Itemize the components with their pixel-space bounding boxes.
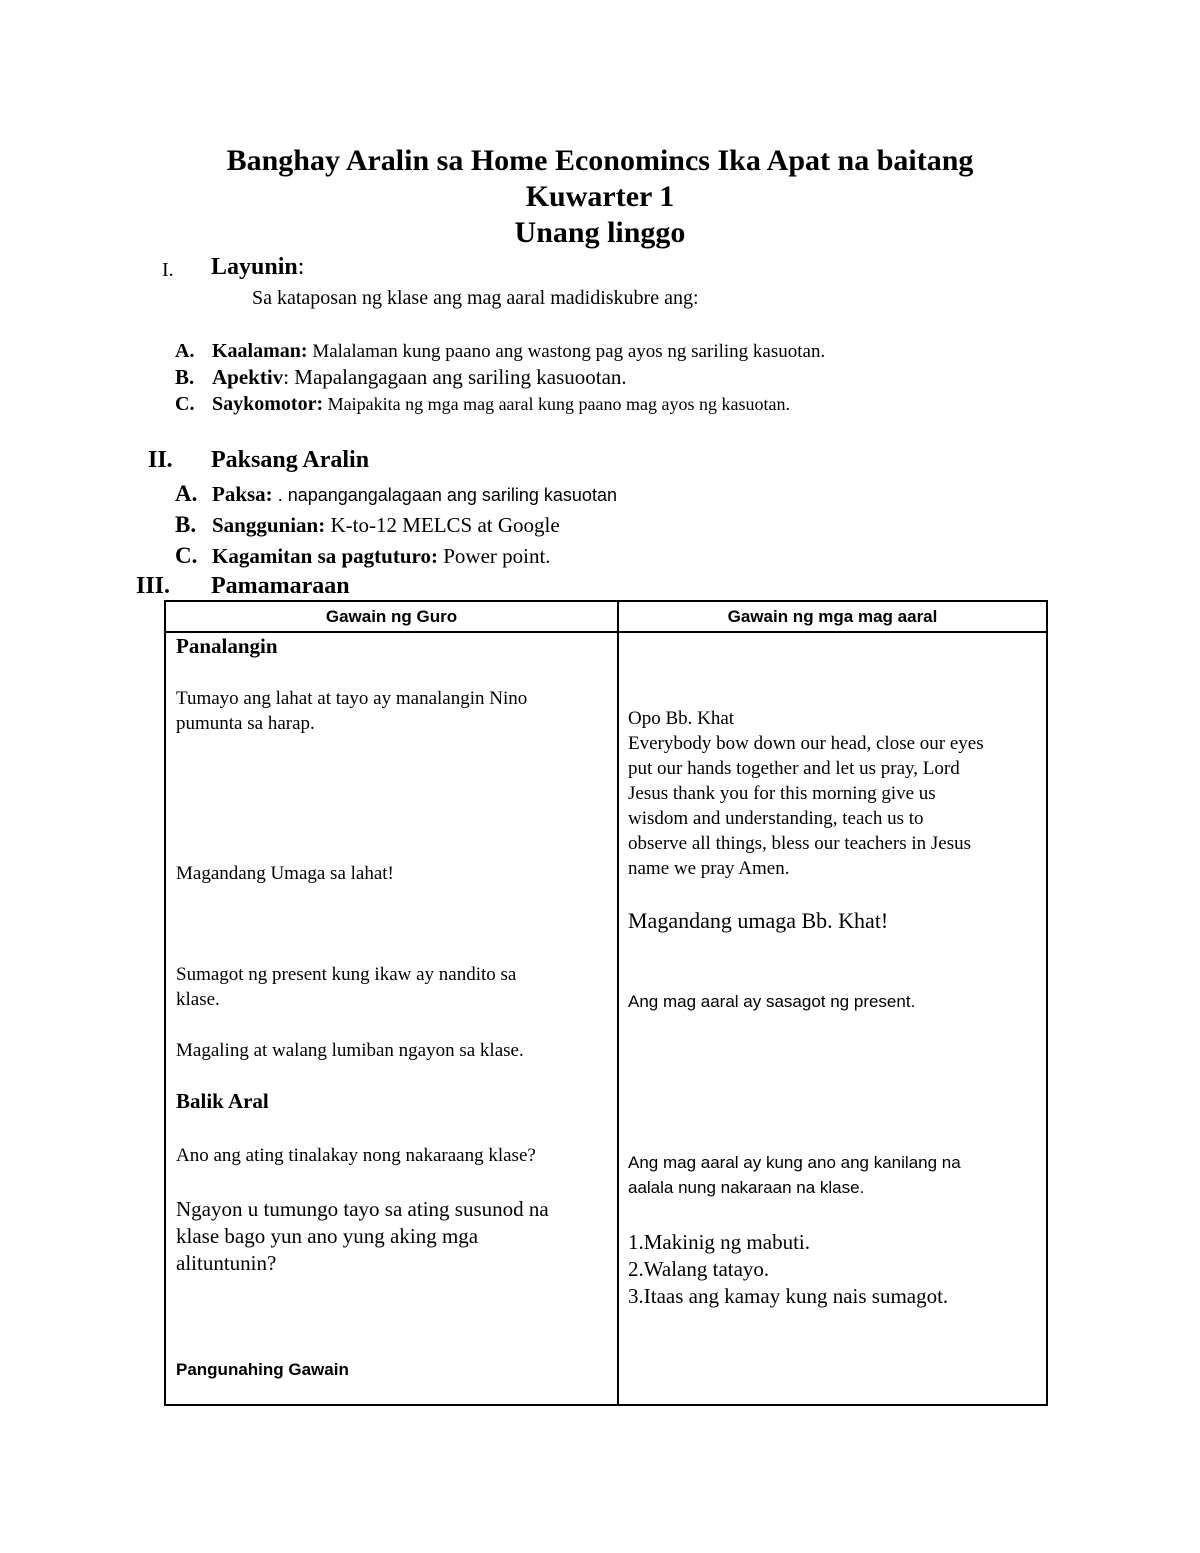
objective-c-label: Saykomotor: bbox=[212, 393, 324, 415]
student-rule: 3.Itaas ang kamay kung nais sumagot. bbox=[628, 1284, 949, 1308]
objective-a-label: Kaalaman: bbox=[212, 340, 308, 362]
topic-c-text: Power point. bbox=[437, 544, 551, 568]
teacher-prayer-line1: Tumayo ang lahat at tayo ay manalangin Nino bbox=[176, 688, 528, 709]
teacher-next-line2: klase bago yun ano yung aking mga bbox=[176, 1224, 479, 1248]
objective-b-label: Apektiv bbox=[212, 365, 284, 389]
student-prayer-line: name we pray Amen. bbox=[628, 858, 790, 879]
topic-a-label: Paksa: bbox=[212, 482, 273, 506]
teacher-next-line3: alituntunin? bbox=[176, 1251, 277, 1275]
teacher-attendance-line1: Sumagot ng present kung ikaw ay nandito sa bbox=[176, 964, 517, 985]
student-prayer-line: Everybody bow down our head, close our eyes bbox=[628, 733, 984, 754]
document-title-line2: Kuwarter 1 bbox=[525, 180, 675, 213]
topic-a bbox=[175, 481, 617, 507]
student-prayer-line: observe all things, bless our teachers in Jesus bbox=[628, 833, 971, 854]
teacher-attendance-line2: klase. bbox=[176, 989, 220, 1010]
student-review-line1: Ang mag aaral ay kung ano ang kanilang na bbox=[628, 1153, 961, 1172]
objective-b-text: : Mapalangagaan ang sariling kasuootan. bbox=[283, 365, 627, 389]
student-prayer-line: Jesus thank you for this morning give us bbox=[628, 783, 936, 804]
objective-c-text: Maipakita ng mga mag aaral kung paano mag ayos ng kasuotan. bbox=[323, 394, 790, 414]
table-column-divider bbox=[617, 602, 619, 1404]
objective-c-letter: C. bbox=[175, 393, 195, 415]
student-greeting: Magandang umaga Bb. Khat! bbox=[628, 908, 889, 933]
student-rule: 1.Makinig ng mabuti. bbox=[628, 1230, 810, 1254]
document-title-line1: Banghay Aralin sa Home Economincs Ika Apat na baitang bbox=[226, 144, 974, 177]
objective-b bbox=[175, 365, 627, 390]
student-review-line2: aalala nung nakaraan na klase. bbox=[628, 1178, 865, 1197]
procedure-table bbox=[164, 600, 1048, 1406]
student-prayer-line: put our hands together and let us pray, Lord bbox=[628, 758, 960, 779]
teacher-pangunahing-gawain: Pangunahing Gawain bbox=[176, 1360, 349, 1379]
topic-b-label: Sanggunian: bbox=[212, 513, 326, 537]
student-prayer-line: Opo Bb. Khat bbox=[628, 708, 735, 729]
teacher-balik-aral-heading: Balik Aral bbox=[176, 1089, 269, 1113]
objective-a bbox=[175, 340, 825, 363]
teacher-greeting: Magandang Umaga sa lahat! bbox=[176, 863, 394, 884]
student-rule: 2.Walang tatayo. bbox=[628, 1257, 770, 1281]
topic-c-label: Kagamitan sa pagtuturo: bbox=[212, 544, 438, 568]
section1-heading-text: Layunin bbox=[211, 254, 298, 280]
topic-c bbox=[175, 543, 551, 569]
section1-heading bbox=[211, 254, 304, 281]
topic-a-text: . napangangalagaan ang sariling kasuotan bbox=[272, 485, 617, 505]
student-prayer-line: wisdom and understanding, teach us to bbox=[628, 808, 924, 829]
teacher-prayer-line2: pumunta sa harap. bbox=[176, 713, 315, 734]
section2-number: II. bbox=[148, 447, 173, 473]
objective-a-letter: A. bbox=[175, 340, 195, 362]
document-title-line3: Unang linggo bbox=[514, 216, 686, 249]
teacher-next-line1: Ngayon u tumungo tayo sa ating susunod na bbox=[176, 1197, 549, 1221]
objective-c bbox=[175, 393, 790, 416]
table-header-divider bbox=[166, 631, 1046, 633]
teacher-review-question: Ano ang ating tinalakay nong nakaraang klase? bbox=[176, 1145, 536, 1166]
teacher-panalangin-heading: Panalangin bbox=[176, 634, 278, 658]
section3-heading: Pamamaraan bbox=[211, 573, 350, 599]
topic-b bbox=[175, 512, 560, 538]
topic-b-letter: B. bbox=[175, 512, 197, 537]
topic-b-text: K-to-12 MELCS at Google bbox=[325, 513, 560, 537]
section3-number: III. bbox=[136, 573, 171, 599]
section2-heading: Paksang Aralin bbox=[211, 447, 370, 473]
objective-a-text: Malalaman kung paano ang wastong pag ayos ng sariling kasuotan. bbox=[307, 341, 826, 362]
teacher-praise: Magaling at walang lumiban ngayon sa klase. bbox=[176, 1040, 524, 1061]
student-attendance: Ang mag aaral ay sasagot ng present. bbox=[628, 992, 916, 1011]
objective-b-letter: B. bbox=[175, 365, 195, 389]
topic-a-letter: A. bbox=[175, 481, 198, 506]
section1-intro: Sa kataposan ng klase ang mag aaral madidiskubre ang: bbox=[252, 287, 699, 309]
section1-number: I. bbox=[162, 259, 174, 281]
table-header-teacher: Gawain ng Guro bbox=[325, 607, 458, 626]
topic-c-letter: C. bbox=[175, 543, 198, 568]
table-header-students: Gawain ng mga mag aaral bbox=[727, 607, 938, 626]
section1-heading-colon: : bbox=[297, 254, 305, 280]
